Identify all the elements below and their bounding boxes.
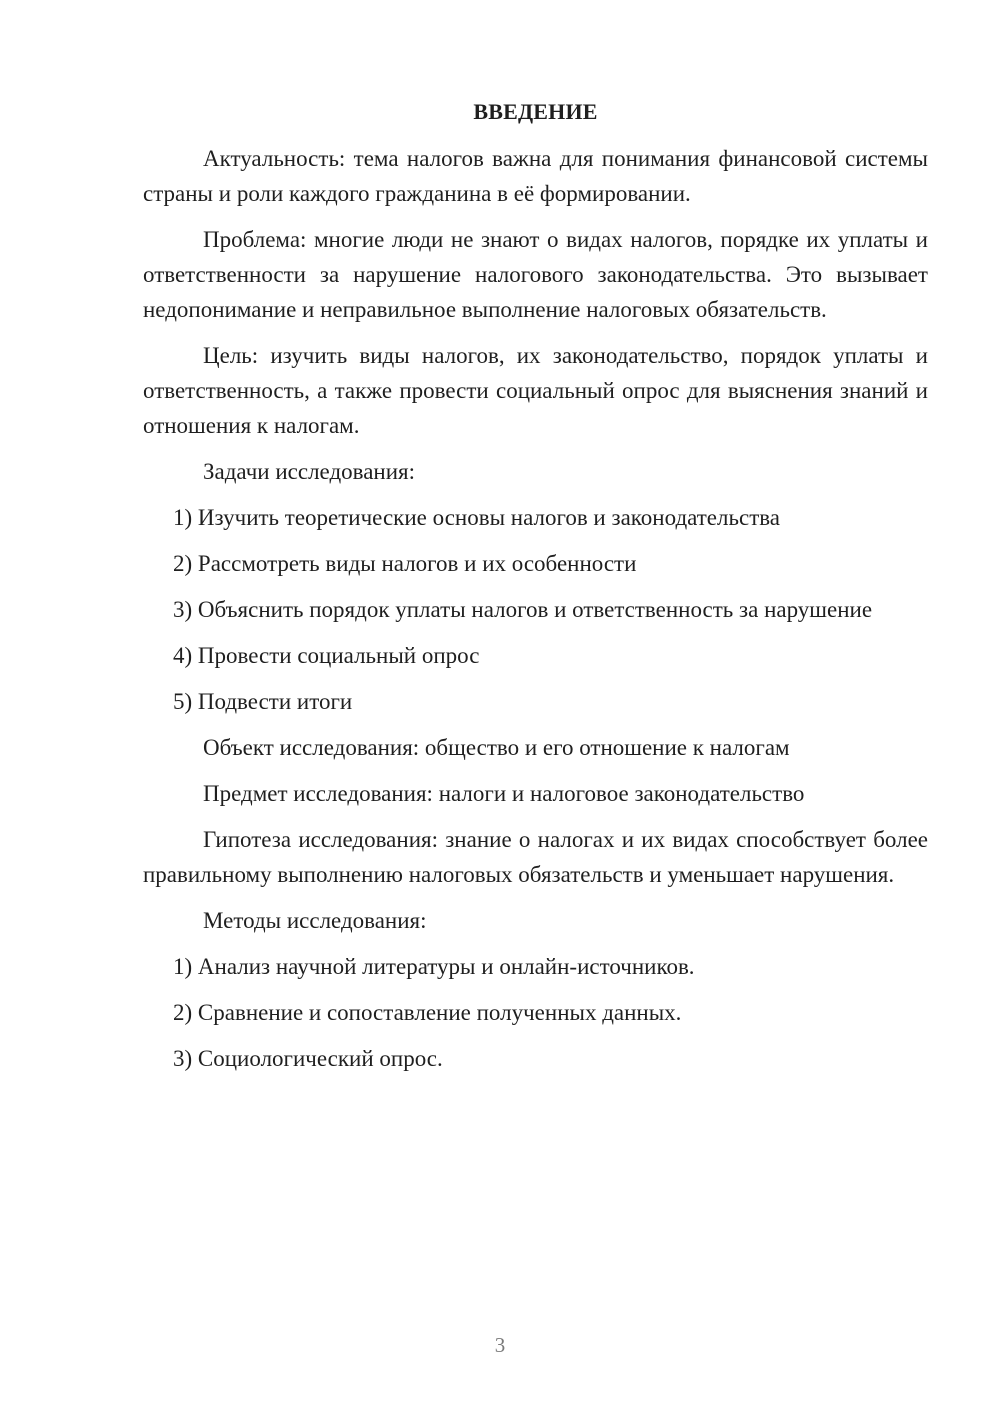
task-item: 4) Провести социальный опрос bbox=[173, 643, 480, 668]
section-title: ВВЕДЕНИЕ bbox=[473, 99, 598, 124]
task-item: 1) Изучить теоретические основы налогов и законодательства bbox=[173, 505, 781, 530]
hypothesis-paragraph: Гипотеза исследования: знание о налогах и их видах способствует более правильному выполнению налоговых обязательств и уменьшает нарушения. bbox=[143, 827, 928, 887]
method-item: 3) Социологический опрос. bbox=[173, 1046, 443, 1071]
problem-paragraph: Проблема: многие люди не знают о видах налогов, порядке их уплаты и ответственности за нарушение налогового законодательства. Это вызывает недопонимание и неправильное выполнение налоговых обязательств. bbox=[143, 227, 928, 322]
object-paragraph: Объект исследования: общество и его отношение к налогам bbox=[203, 735, 790, 760]
method-item: 2) Сравнение и сопоставление полученных данных. bbox=[173, 1000, 682, 1025]
goal-paragraph: Цель: изучить виды налогов, их законодательство, порядок уплаты и ответственность, а также провести социальный опрос для выяснения знаний и отношения к налогам. bbox=[143, 343, 928, 438]
subject-paragraph: Предмет исследования: налоги и налоговое законодательство bbox=[203, 781, 805, 806]
task-item: 2) Рассмотреть виды налогов и их особенности bbox=[173, 551, 637, 576]
task-item: 5) Подвести итоги bbox=[173, 689, 353, 714]
method-item: 1) Анализ научной литературы и онлайн-источников. bbox=[173, 954, 695, 979]
page-number: 3 bbox=[494, 1333, 506, 1357]
page-content bbox=[143, 94, 928, 1087]
tasks-heading: Задачи исследования: bbox=[203, 459, 416, 484]
methods-heading: Методы исследования: bbox=[203, 908, 427, 933]
task-item: 3) Объяснить порядок уплаты налогов и ответственность за нарушение bbox=[173, 597, 873, 622]
relevance-paragraph: Актуальность: тема налогов важна для понимания финансовой системы страны и роли каждого гражданина в её формировании. bbox=[143, 146, 928, 206]
